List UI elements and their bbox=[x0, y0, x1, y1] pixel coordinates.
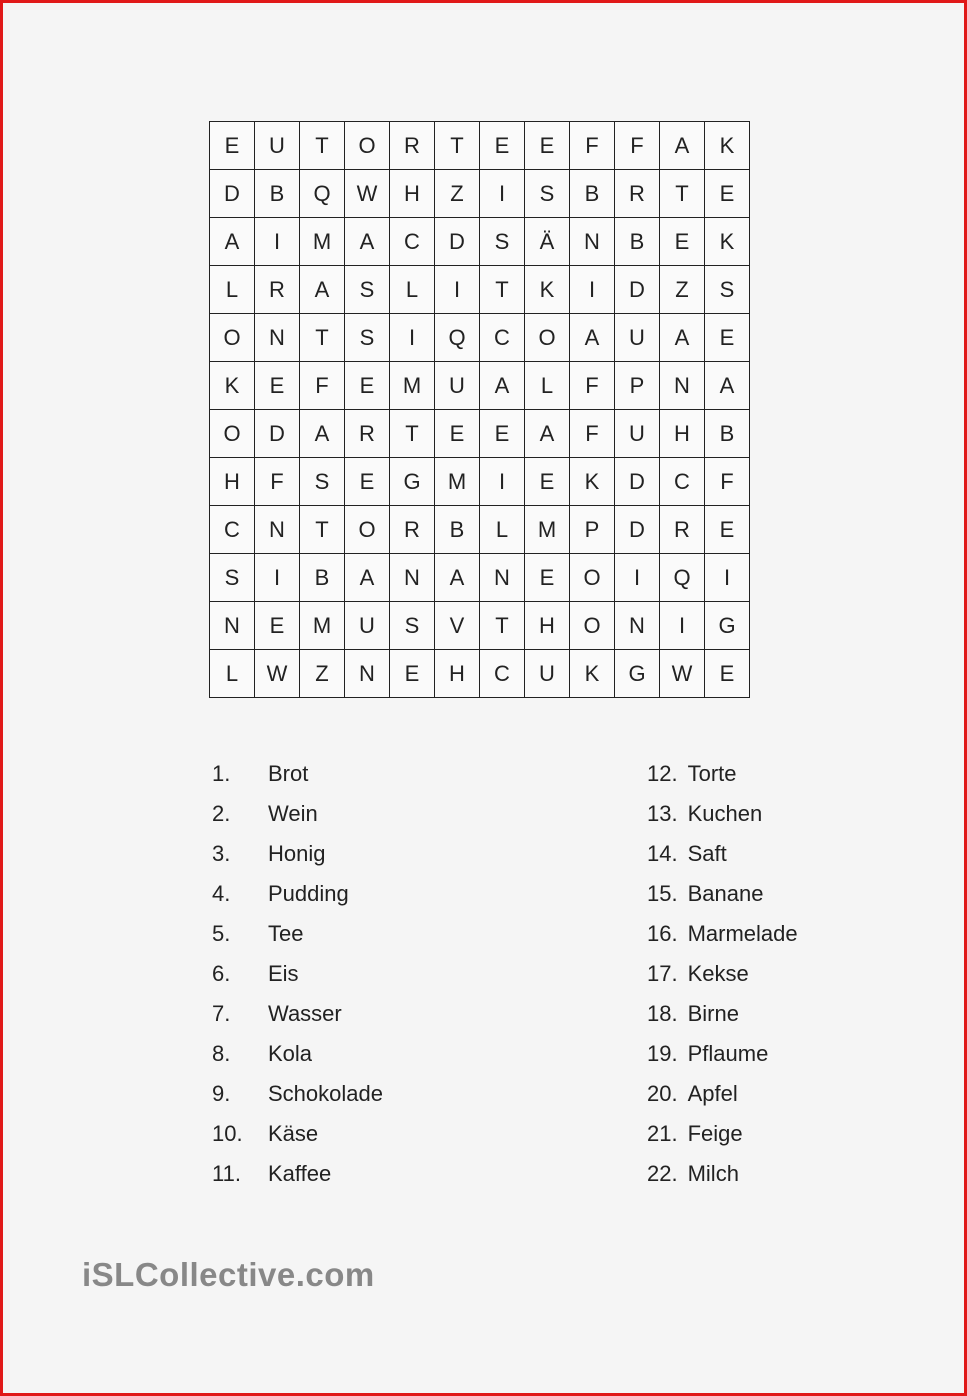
word-list-item bbox=[212, 1039, 512, 1079]
word-label: Käse bbox=[268, 1121, 319, 1146]
word-list-item bbox=[647, 759, 947, 799]
grid-cell: H bbox=[390, 170, 435, 218]
grid-cell: M bbox=[390, 362, 435, 410]
grid-cell: N bbox=[615, 602, 660, 650]
grid-cell: K bbox=[525, 266, 570, 314]
grid-cell: O bbox=[570, 602, 615, 650]
grid-cell: B bbox=[300, 554, 345, 602]
grid-cell: T bbox=[660, 170, 705, 218]
grid-cell: K bbox=[210, 362, 255, 410]
word-list-item bbox=[647, 999, 947, 1039]
grid-cell: I bbox=[480, 170, 525, 218]
word-number: 8. bbox=[212, 1041, 231, 1066]
grid-cell: K bbox=[705, 122, 750, 170]
grid-cell: U bbox=[435, 362, 480, 410]
grid-cell: S bbox=[300, 458, 345, 506]
grid-cell: E bbox=[255, 362, 300, 410]
grid-cell: P bbox=[615, 362, 660, 410]
word-label: Wein bbox=[268, 801, 318, 826]
grid-cell: U bbox=[615, 410, 660, 458]
grid-cell: U bbox=[525, 650, 570, 698]
word-list-item bbox=[212, 919, 512, 959]
word-number: 9. bbox=[212, 1081, 231, 1106]
grid-cell: E bbox=[480, 410, 525, 458]
grid-cell: E bbox=[705, 650, 750, 698]
word-label: Marmelade bbox=[687, 921, 798, 946]
grid-cell: F bbox=[570, 122, 615, 170]
grid-cell: A bbox=[345, 218, 390, 266]
grid-cell: H bbox=[210, 458, 255, 506]
grid-cell: Q bbox=[300, 170, 345, 218]
word-number: 19. bbox=[647, 1041, 678, 1066]
word-list-item bbox=[647, 919, 947, 959]
grid-cell: D bbox=[210, 170, 255, 218]
grid-cell: I bbox=[615, 554, 660, 602]
grid-cell: N bbox=[345, 650, 390, 698]
grid-cell: G bbox=[705, 602, 750, 650]
grid-cell: K bbox=[705, 218, 750, 266]
grid-row bbox=[210, 554, 750, 602]
grid-cell: E bbox=[525, 458, 570, 506]
word-label: Milch bbox=[687, 1161, 739, 1186]
grid-cell: C bbox=[480, 314, 525, 362]
grid-cell: L bbox=[390, 266, 435, 314]
grid-cell: E bbox=[435, 410, 480, 458]
grid-cell: D bbox=[255, 410, 300, 458]
word-label: Eis bbox=[268, 961, 299, 986]
grid-cell: R bbox=[255, 266, 300, 314]
grid-cell: E bbox=[525, 122, 570, 170]
word-number: 21. bbox=[647, 1121, 678, 1146]
grid-cell: T bbox=[390, 410, 435, 458]
word-number: 4. bbox=[212, 881, 231, 906]
grid-cell: Z bbox=[660, 266, 705, 314]
word-number: 5. bbox=[212, 921, 231, 946]
word-label: Tee bbox=[268, 921, 304, 946]
grid-cell: M bbox=[300, 218, 345, 266]
word-list-item bbox=[212, 1159, 512, 1199]
grid-cell: B bbox=[615, 218, 660, 266]
word-number: 3. bbox=[212, 841, 231, 866]
grid-row bbox=[210, 410, 750, 458]
grid-cell: N bbox=[255, 314, 300, 362]
grid-cell: U bbox=[345, 602, 390, 650]
grid-row bbox=[210, 122, 750, 170]
grid-cell: W bbox=[255, 650, 300, 698]
grid-cell: A bbox=[300, 266, 345, 314]
grid-cell: N bbox=[255, 506, 300, 554]
word-label: Kekse bbox=[687, 961, 749, 986]
word-list-item bbox=[212, 839, 512, 879]
grid-cell: I bbox=[480, 458, 525, 506]
word-number: 12. bbox=[647, 761, 678, 786]
grid-row bbox=[210, 650, 750, 698]
grid-cell: C bbox=[390, 218, 435, 266]
grid-cell: F bbox=[300, 362, 345, 410]
grid-cell: A bbox=[345, 554, 390, 602]
grid-cell: U bbox=[255, 122, 300, 170]
grid-cell: B bbox=[255, 170, 300, 218]
grid-cell: N bbox=[390, 554, 435, 602]
grid-cell: E bbox=[705, 170, 750, 218]
grid-cell: I bbox=[255, 218, 300, 266]
grid-cell: L bbox=[210, 650, 255, 698]
grid-cell: T bbox=[300, 314, 345, 362]
grid-cell: R bbox=[660, 506, 705, 554]
grid-cell: T bbox=[435, 122, 480, 170]
grid-cell: C bbox=[210, 506, 255, 554]
grid-cell: N bbox=[660, 362, 705, 410]
word-list-item bbox=[647, 1159, 947, 1199]
grid-cell: R bbox=[345, 410, 390, 458]
grid-cell: T bbox=[480, 602, 525, 650]
grid-cell: B bbox=[705, 410, 750, 458]
grid-cell: C bbox=[660, 458, 705, 506]
grid-row bbox=[210, 362, 750, 410]
grid-cell: A bbox=[705, 362, 750, 410]
grid-cell: E bbox=[660, 218, 705, 266]
grid-cell: E bbox=[390, 650, 435, 698]
grid-cell: S bbox=[345, 266, 390, 314]
grid-cell: M bbox=[300, 602, 345, 650]
word-number: 18. bbox=[647, 1001, 678, 1026]
grid-cell: T bbox=[300, 122, 345, 170]
grid-cell: R bbox=[390, 506, 435, 554]
grid-cell: A bbox=[570, 314, 615, 362]
word-list-right bbox=[647, 759, 947, 1199]
grid-cell: F bbox=[570, 362, 615, 410]
grid-cell: F bbox=[570, 410, 615, 458]
grid-cell: A bbox=[300, 410, 345, 458]
grid-cell: S bbox=[705, 266, 750, 314]
word-list-item bbox=[647, 1079, 947, 1119]
grid-cell: S bbox=[345, 314, 390, 362]
grid-cell: H bbox=[660, 410, 705, 458]
grid-cell: D bbox=[615, 506, 660, 554]
word-label: Brot bbox=[268, 761, 309, 786]
word-list-item bbox=[212, 759, 512, 799]
word-list-item bbox=[647, 1039, 947, 1079]
grid-cell: L bbox=[525, 362, 570, 410]
grid-cell: I bbox=[570, 266, 615, 314]
grid-cell: S bbox=[525, 170, 570, 218]
grid-cell: U bbox=[615, 314, 660, 362]
grid-cell: A bbox=[480, 362, 525, 410]
word-number: 7. bbox=[212, 1001, 231, 1026]
grid-cell: Z bbox=[300, 650, 345, 698]
grid-cell: E bbox=[210, 122, 255, 170]
grid-cell: E bbox=[705, 506, 750, 554]
word-list-item bbox=[647, 799, 947, 839]
word-list-item bbox=[647, 959, 947, 999]
grid-cell: I bbox=[435, 266, 480, 314]
grid-cell: I bbox=[390, 314, 435, 362]
grid-cell: B bbox=[570, 170, 615, 218]
grid-cell: T bbox=[480, 266, 525, 314]
word-search-grid bbox=[209, 121, 750, 698]
word-number: 15. bbox=[647, 881, 678, 906]
grid-cell: A bbox=[525, 410, 570, 458]
word-number: 14. bbox=[647, 841, 678, 866]
word-list-item bbox=[647, 1119, 947, 1159]
word-label: Schokolade bbox=[268, 1081, 383, 1106]
grid-cell: I bbox=[660, 602, 705, 650]
grid-row bbox=[210, 170, 750, 218]
word-number: 2. bbox=[212, 801, 231, 826]
word-number: 11. bbox=[212, 1161, 241, 1186]
grid-row bbox=[210, 602, 750, 650]
word-number: 6. bbox=[212, 961, 231, 986]
word-number: 10. bbox=[212, 1121, 243, 1146]
grid-cell: M bbox=[525, 506, 570, 554]
word-label: Kuchen bbox=[687, 801, 763, 826]
word-label: Kola bbox=[268, 1041, 313, 1066]
grid-cell: M bbox=[435, 458, 480, 506]
grid-cell: W bbox=[345, 170, 390, 218]
word-label: Wasser bbox=[268, 1001, 342, 1026]
grid-cell: O bbox=[525, 314, 570, 362]
word-label: Kaffee bbox=[268, 1161, 332, 1186]
grid-cell: S bbox=[390, 602, 435, 650]
grid-row bbox=[210, 314, 750, 362]
grid-cell: N bbox=[480, 554, 525, 602]
word-label: Torte bbox=[687, 761, 737, 786]
grid-cell: F bbox=[255, 458, 300, 506]
grid-cell: O bbox=[210, 410, 255, 458]
word-list-item bbox=[212, 959, 512, 999]
grid-cell: A bbox=[435, 554, 480, 602]
grid-cell: E bbox=[525, 554, 570, 602]
grid-cell: E bbox=[480, 122, 525, 170]
grid-cell: E bbox=[705, 314, 750, 362]
grid-cell: H bbox=[525, 602, 570, 650]
word-number: 22. bbox=[647, 1161, 678, 1186]
grid-cell: H bbox=[435, 650, 480, 698]
grid-cell: E bbox=[345, 362, 390, 410]
word-label: Apfel bbox=[687, 1081, 738, 1106]
grid-cell: K bbox=[570, 650, 615, 698]
grid-cell: O bbox=[210, 314, 255, 362]
grid-cell: S bbox=[210, 554, 255, 602]
word-label: Birne bbox=[687, 1001, 739, 1026]
word-list-item bbox=[212, 799, 512, 839]
word-label: Saft bbox=[687, 841, 727, 866]
grid-cell: S bbox=[480, 218, 525, 266]
grid-cell: R bbox=[390, 122, 435, 170]
grid-cell: Ä bbox=[525, 218, 570, 266]
grid-cell: O bbox=[345, 506, 390, 554]
grid-row bbox=[210, 266, 750, 314]
grid-row bbox=[210, 458, 750, 506]
grid-cell: D bbox=[435, 218, 480, 266]
grid-cell: T bbox=[300, 506, 345, 554]
grid-cell: E bbox=[255, 602, 300, 650]
grid-cell: O bbox=[345, 122, 390, 170]
word-label: Feige bbox=[687, 1121, 743, 1146]
word-number: 20. bbox=[647, 1081, 678, 1106]
word-number: 1. bbox=[212, 761, 231, 786]
grid-cell: Q bbox=[660, 554, 705, 602]
grid-cell: L bbox=[480, 506, 525, 554]
grid-cell: V bbox=[435, 602, 480, 650]
word-list-item bbox=[647, 839, 947, 879]
word-number: 16. bbox=[647, 921, 678, 946]
grid-cell: D bbox=[615, 266, 660, 314]
word-list-item bbox=[647, 879, 947, 919]
grid-cell: A bbox=[660, 314, 705, 362]
grid-cell: G bbox=[390, 458, 435, 506]
word-label: Pflaume bbox=[687, 1041, 769, 1066]
grid-cell: W bbox=[660, 650, 705, 698]
grid-cell: Z bbox=[435, 170, 480, 218]
grid-row bbox=[210, 506, 750, 554]
grid-cell: N bbox=[210, 602, 255, 650]
grid-cell: A bbox=[660, 122, 705, 170]
grid-cell: D bbox=[615, 458, 660, 506]
word-number: 17. bbox=[647, 961, 678, 986]
word-list-item bbox=[212, 879, 512, 919]
grid-cell: R bbox=[615, 170, 660, 218]
grid-cell: F bbox=[615, 122, 660, 170]
grid-cell: L bbox=[210, 266, 255, 314]
word-label: Banane bbox=[687, 881, 764, 906]
grid-cell: I bbox=[705, 554, 750, 602]
word-label: Pudding bbox=[268, 881, 349, 906]
grid-cell: C bbox=[480, 650, 525, 698]
grid-cell: I bbox=[255, 554, 300, 602]
word-number: 13. bbox=[647, 801, 678, 826]
grid-cell: E bbox=[345, 458, 390, 506]
grid-cell: N bbox=[570, 218, 615, 266]
word-list-item bbox=[212, 1119, 512, 1159]
word-list-left bbox=[212, 759, 512, 1199]
grid-row bbox=[210, 218, 750, 266]
grid-cell: G bbox=[615, 650, 660, 698]
brand-watermark: iSLCollective.com bbox=[82, 1256, 375, 1293]
grid-cell: F bbox=[705, 458, 750, 506]
word-label: Honig bbox=[268, 841, 326, 866]
grid-cell: O bbox=[570, 554, 615, 602]
grid-cell: Q bbox=[435, 314, 480, 362]
word-list-item bbox=[212, 1079, 512, 1119]
grid-cell: K bbox=[570, 458, 615, 506]
word-list-item bbox=[212, 999, 512, 1039]
grid-cell: P bbox=[570, 506, 615, 554]
grid-cell: B bbox=[435, 506, 480, 554]
grid-cell: A bbox=[210, 218, 255, 266]
